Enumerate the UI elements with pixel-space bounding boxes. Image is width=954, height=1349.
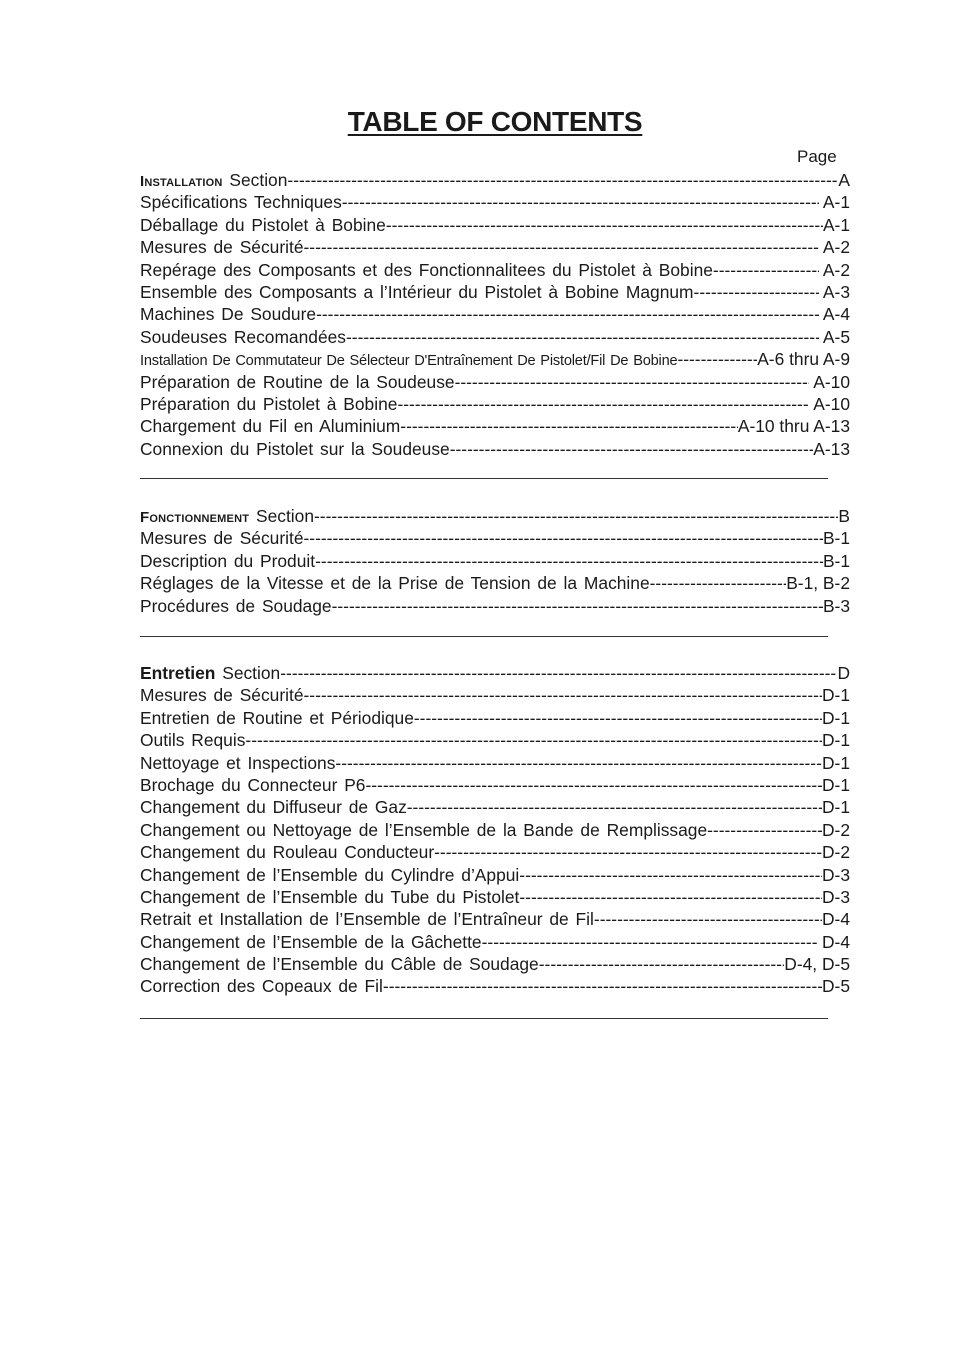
toc-entry-page: D-5 <box>821 976 850 997</box>
toc-entry-page: A-2 <box>819 237 850 258</box>
toc-entry[interactable] <box>140 684 850 706</box>
toc-entry[interactable] <box>140 572 850 594</box>
toc-entry-label: Réglages de la Vitesse et de la Prise de Tension de la Machine <box>140 573 650 594</box>
toc-entry-label: Changement ou Nettoyage de l’Ensemble de la Bande de Remplissage <box>140 819 708 840</box>
toc-entry[interactable] <box>140 953 850 975</box>
toc-entry-page: D-1 <box>821 730 850 751</box>
toc-entry[interactable] <box>140 191 850 213</box>
toc-entry[interactable] <box>140 259 850 281</box>
toc-entry-page: D-1 <box>821 797 850 818</box>
toc-entry-page: A-1 <box>819 192 850 213</box>
dot-leader <box>650 572 787 594</box>
toc-entry[interactable] <box>140 550 850 572</box>
toc-entry-label: Procédures de Soudage <box>140 595 332 616</box>
toc-entry-page: D-1 <box>821 685 850 706</box>
toc-entry-page: B-1 <box>822 528 850 549</box>
toc-section-installation <box>140 169 850 460</box>
dot-leader <box>315 550 823 572</box>
section-divider <box>140 1018 828 1019</box>
toc-entry[interactable] <box>140 774 850 796</box>
toc-entry[interactable] <box>140 908 850 930</box>
dot-leader <box>455 371 810 393</box>
dot-leader <box>316 303 819 325</box>
toc-entry-label: Changement de l’Ensemble du Câble de Soudage <box>140 954 539 975</box>
toc-entry-page: D-3 <box>821 886 850 907</box>
section-heading-page: A <box>838 170 850 190</box>
toc-entry[interactable] <box>140 595 850 617</box>
dot-leader <box>314 505 838 527</box>
toc-entry[interactable] <box>140 281 850 303</box>
toc-entry-label: Mesures de Sécurité <box>140 685 304 706</box>
toc-entry[interactable] <box>140 326 850 348</box>
toc-entry[interactable] <box>140 371 850 393</box>
toc-entry-page: D-3 <box>821 864 850 885</box>
toc-entry[interactable] <box>140 931 850 953</box>
toc-entry-label: Déballage du Pistolet à Bobine <box>140 214 386 235</box>
toc-entry[interactable] <box>140 438 850 460</box>
section-heading-word: Installation <box>140 173 223 190</box>
section-heading-page: D <box>837 663 850 683</box>
dot-leader <box>694 281 820 303</box>
toc-entry-label: Mesures de Sécurité <box>140 528 304 549</box>
toc-entry[interactable] <box>140 886 850 908</box>
section-divider <box>140 636 828 637</box>
toc-entry-page: B-3 <box>822 595 850 616</box>
toc-entry-page: A-10 thru A-13 <box>737 416 850 437</box>
toc-entry-page: D-4, D-5 <box>784 954 850 975</box>
toc-entry-page: A-4 <box>819 304 850 325</box>
dot-leader <box>304 527 823 549</box>
toc-entry[interactable] <box>140 527 850 549</box>
toc-entry-label: Entretien de Routine et Périodique <box>140 707 414 728</box>
toc-entry-label: Installation De Commutateur De Sélecteur D'Entraînement De Pistolet/Fil De Bobine <box>140 353 678 370</box>
dot-leader <box>594 908 822 930</box>
toc-entry-label: Soudeuses Recomandées <box>140 326 346 347</box>
toc-entry-page: A-5 <box>819 326 850 347</box>
dot-leader <box>397 393 809 415</box>
toc-entry-page: A-10 <box>809 393 850 414</box>
toc-entry-label: Ensemble des Composants a l’Intérieur du Pistolet à Bobine Magnum <box>140 281 694 302</box>
toc-entry-label: Outils Requis <box>140 730 246 751</box>
toc-entry-label: Mesures de Sécurité <box>140 237 304 258</box>
toc-entry-label: Préparation de Routine de la Soudeuse <box>140 371 455 392</box>
toc-section-heading[interactable] <box>140 505 850 527</box>
toc-entry[interactable] <box>140 752 850 774</box>
section-divider <box>140 478 828 479</box>
toc-entry-page: D-4 <box>821 909 850 930</box>
toc-entry-label: Repérage des Composants et des Fonctionnalitees du Pistolet à Bobine <box>140 259 713 280</box>
section-heading-suffix: Section <box>222 663 281 683</box>
dot-leader <box>280 662 837 684</box>
toc-section-fonctionnement <box>140 505 850 617</box>
dot-leader <box>287 169 838 191</box>
dot-leader <box>342 191 819 213</box>
dot-leader <box>713 259 819 281</box>
dot-leader <box>519 864 822 886</box>
dot-leader <box>407 796 822 818</box>
toc-entry[interactable] <box>140 303 850 325</box>
section-heading-suffix: Section <box>255 506 314 526</box>
toc-entry-page: A-3 <box>819 281 850 302</box>
dot-leader <box>450 438 814 460</box>
toc-entry-page: D-1 <box>821 752 850 773</box>
toc-entry[interactable] <box>140 864 850 886</box>
toc-entry-label: Changement de l’Ensemble de la Gâchette <box>140 931 482 952</box>
toc-entry-page: A-10 <box>809 371 850 392</box>
toc-section-entretien <box>140 662 850 998</box>
toc-entry-label: Changement du Diffuseur de Gaz <box>140 797 407 818</box>
toc-section-heading[interactable] <box>140 662 850 684</box>
toc-entry-label: Brochage du Connecteur P6 <box>140 774 366 795</box>
toc-entry[interactable] <box>140 819 850 841</box>
dot-leader <box>383 975 822 997</box>
toc-entry-page: A-1 <box>822 214 850 235</box>
toc-entry-page: D-4 <box>817 931 850 952</box>
toc-entry-page: A-6 thru A-9 <box>757 349 850 370</box>
toc-entry[interactable] <box>140 707 850 729</box>
section-heading-suffix: Section <box>229 170 288 190</box>
toc-entry-page: D-1 <box>821 707 850 728</box>
toc-entry[interactable] <box>140 796 850 818</box>
dot-leader <box>677 348 757 370</box>
toc-entry-label: Changement de l’Ensemble du Cylindre d’Appui <box>140 864 520 885</box>
dot-leader <box>332 595 823 617</box>
toc-entry-label: Chargement du Fil en Aluminium <box>140 416 401 437</box>
toc-entry[interactable] <box>140 393 850 415</box>
toc-entry[interactable] <box>140 975 850 997</box>
toc-entry-label: Connexion du Pistolet sur la Soudeuse <box>140 438 450 459</box>
toc-entry-label: Correction des Copeaux de Fil <box>140 976 383 997</box>
dot-leader <box>434 841 822 863</box>
toc-entry[interactable] <box>140 214 850 236</box>
toc-entry-page: D-2 <box>821 819 850 840</box>
dot-leader <box>400 415 738 437</box>
dot-leader <box>335 752 822 774</box>
toc-entry-label: Préparation du Pistolet à Bobine <box>140 393 398 414</box>
dot-leader <box>519 886 822 908</box>
toc-entry-label: Retrait et Installation de l’Ensemble de l’Entraîneur de Fil <box>140 909 594 930</box>
toc-entry-label: Nettoyage et Inspections <box>140 752 336 773</box>
toc-section-heading[interactable] <box>140 169 850 191</box>
toc-entry-label: Changement de l’Ensemble du Tube du Pistolet <box>140 886 520 907</box>
toc-entry-page: B-1, B-2 <box>786 573 850 594</box>
toc-entry[interactable] <box>140 415 850 437</box>
toc-entry-label: Spécifications Techniques <box>140 192 342 213</box>
section-heading-word: Entretien <box>140 663 216 683</box>
toc-entry-label: Machines De Soudure <box>140 304 317 325</box>
toc-entry[interactable] <box>140 348 850 370</box>
toc-entry-page: B-1 <box>822 550 850 571</box>
dot-leader <box>707 819 822 841</box>
dot-leader <box>365 774 822 796</box>
dot-leader <box>346 326 819 348</box>
toc-entry-page: A-13 <box>813 438 850 459</box>
dot-leader <box>245 729 822 751</box>
section-heading-word: Fonctionnement <box>140 509 250 526</box>
toc-entry-page: A-2 <box>819 259 850 280</box>
dot-leader <box>539 953 785 975</box>
toc-entry[interactable] <box>140 841 850 863</box>
page-column-label: Page <box>797 147 837 166</box>
dot-leader <box>482 931 818 953</box>
dot-leader <box>386 214 823 236</box>
dot-leader <box>304 684 822 706</box>
toc-entry-page: D-2 <box>821 842 850 863</box>
toc-entry[interactable] <box>140 236 850 258</box>
dot-leader <box>304 236 820 258</box>
dot-leader <box>414 707 822 729</box>
page-title: TABLE OF CONTENTS <box>347 106 643 137</box>
toc-entry[interactable] <box>140 729 850 751</box>
toc-entry-label: Changement du Rouleau Conducteur <box>140 842 435 863</box>
section-heading-page: B <box>838 506 850 526</box>
toc-entry-page: D-1 <box>821 774 850 795</box>
toc-entry-label: Description du Produit <box>140 550 316 571</box>
